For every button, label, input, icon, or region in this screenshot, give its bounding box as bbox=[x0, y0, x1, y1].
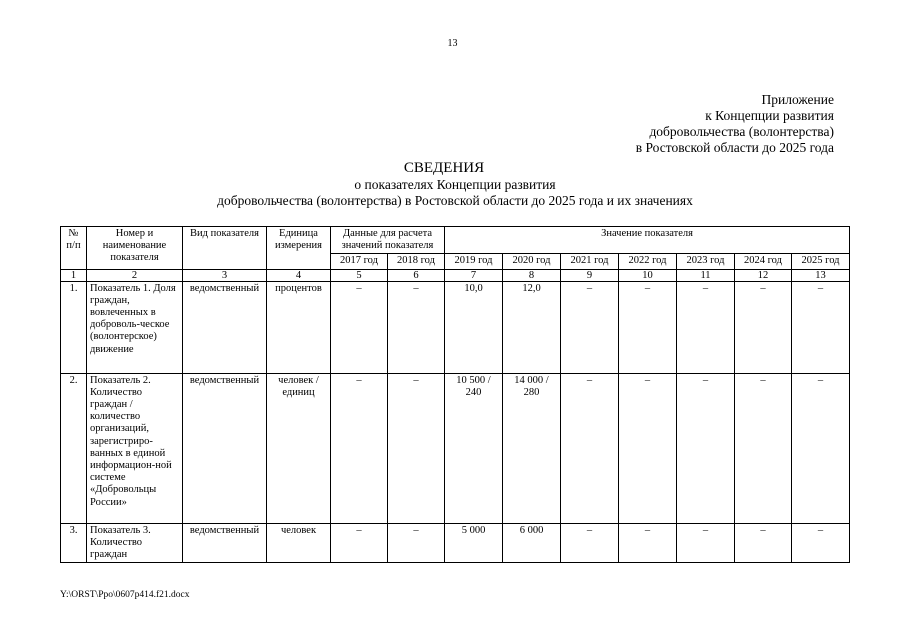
header-row bbox=[61, 227, 850, 254]
value-2024: – bbox=[735, 373, 792, 523]
column-number: 8 bbox=[503, 269, 561, 281]
row-num: 3. bbox=[61, 523, 87, 563]
value-2021: – bbox=[561, 523, 619, 563]
row-num: 2. bbox=[61, 373, 87, 523]
column-number: 2 bbox=[87, 269, 183, 281]
value-2023: – bbox=[677, 373, 735, 523]
value-2022: – bbox=[619, 523, 677, 563]
indicator-type: ведомственный bbox=[183, 373, 267, 523]
appendix-note bbox=[636, 92, 834, 156]
value-2022: – bbox=[619, 373, 677, 523]
column-number: 11 bbox=[677, 269, 735, 281]
header-num: № п/п bbox=[61, 227, 87, 270]
column-number: 4 bbox=[267, 269, 331, 281]
title-line-2: добровольчества (волонтерства) в Ростовской области до 2025 года и их значениях bbox=[217, 193, 693, 208]
value-2019: 10 500 / 240 bbox=[445, 373, 503, 523]
column-numbers-row bbox=[61, 269, 850, 281]
value-2021: – bbox=[561, 281, 619, 373]
document-title bbox=[60, 160, 850, 209]
value-2019: 10,0 bbox=[445, 281, 503, 373]
row-num: 1. bbox=[61, 281, 87, 373]
header-year: 2023 год bbox=[677, 254, 735, 269]
indicators-table bbox=[60, 226, 850, 563]
appendix-line: в Ростовской области до 2025 года bbox=[635, 140, 834, 155]
table-row bbox=[61, 523, 850, 563]
indicator-type: ведомственный bbox=[183, 523, 267, 563]
indicator-name: Показатель 1. Доля граждан, вовлеченных в доброволь-ческое (волонтерское) движение bbox=[87, 281, 183, 373]
table-row bbox=[61, 281, 850, 373]
value-2024: – bbox=[735, 523, 792, 563]
header-year: 2025 год bbox=[792, 254, 850, 269]
value-2020: 6 000 bbox=[503, 523, 561, 563]
header-year: 2018 год bbox=[388, 254, 445, 269]
appendix-line: Приложение bbox=[761, 92, 834, 107]
indicator-unit: процентов bbox=[267, 281, 331, 373]
column-number: 1 bbox=[61, 269, 87, 281]
column-number: 12 bbox=[735, 269, 792, 281]
value-2018: – bbox=[388, 523, 445, 563]
header-calc-data: Данные для расчета значений показателя bbox=[331, 227, 445, 254]
value-2017: – bbox=[331, 281, 388, 373]
value-2017: – bbox=[331, 373, 388, 523]
file-path-footer: Y:\ORST\Ppo\0607p414.f21.docx bbox=[60, 590, 190, 600]
title-main: СВЕДЕНИЯ bbox=[403, 160, 485, 176]
header-year: 2017 год bbox=[331, 254, 388, 269]
header-name: Номер и наименование показателя bbox=[87, 227, 183, 270]
indicator-unit: человек bbox=[267, 523, 331, 563]
value-2023: – bbox=[677, 523, 735, 563]
indicator-name: Показатель 2. Количество граждан / количество организаций, зарегистриро-ванных в единой информацион-ной системе «Добровольцы России» bbox=[87, 373, 183, 523]
appendix-line: добровольчества (волонтерства) bbox=[649, 124, 834, 139]
header-type: Вид показателя bbox=[183, 227, 267, 270]
column-number: 9 bbox=[561, 269, 619, 281]
header-unit: Единица измерения bbox=[267, 227, 331, 270]
page-number: 13 bbox=[447, 38, 458, 49]
indicator-type: ведомственный bbox=[183, 281, 267, 373]
value-2020: 14 000 / 280 bbox=[503, 373, 561, 523]
value-2025: – bbox=[792, 373, 850, 523]
value-2020: 12,0 bbox=[503, 281, 561, 373]
indicator-unit: человек / единиц bbox=[267, 373, 331, 523]
header-year: 2021 год bbox=[561, 254, 619, 269]
table-row bbox=[61, 373, 850, 523]
column-number: 7 bbox=[445, 269, 503, 281]
value-2024: – bbox=[735, 281, 792, 373]
value-2018: – bbox=[388, 373, 445, 523]
header-year: 2022 год bbox=[619, 254, 677, 269]
column-number: 5 bbox=[331, 269, 388, 281]
header-year: 2020 год bbox=[503, 254, 561, 269]
header-value: Значение показателя bbox=[445, 227, 850, 254]
title-line-1: о показателях Концепции развития bbox=[354, 177, 556, 192]
value-2021: – bbox=[561, 373, 619, 523]
column-number: 6 bbox=[388, 269, 445, 281]
appendix-line: к Концепции развития bbox=[705, 108, 834, 123]
column-number: 3 bbox=[183, 269, 267, 281]
column-number: 13 bbox=[792, 269, 850, 281]
value-2025: – bbox=[792, 281, 850, 373]
value-2022: – bbox=[619, 281, 677, 373]
value-2023: – bbox=[677, 281, 735, 373]
header-year: 2024 год bbox=[735, 254, 792, 269]
header-year: 2019 год bbox=[445, 254, 503, 269]
value-2018: – bbox=[388, 281, 445, 373]
value-2019: 5 000 bbox=[445, 523, 503, 563]
value-2017: – bbox=[331, 523, 388, 563]
column-number: 10 bbox=[619, 269, 677, 281]
indicator-name: Показатель 3. Количество граждан bbox=[87, 523, 183, 563]
value-2025: – bbox=[792, 523, 850, 563]
